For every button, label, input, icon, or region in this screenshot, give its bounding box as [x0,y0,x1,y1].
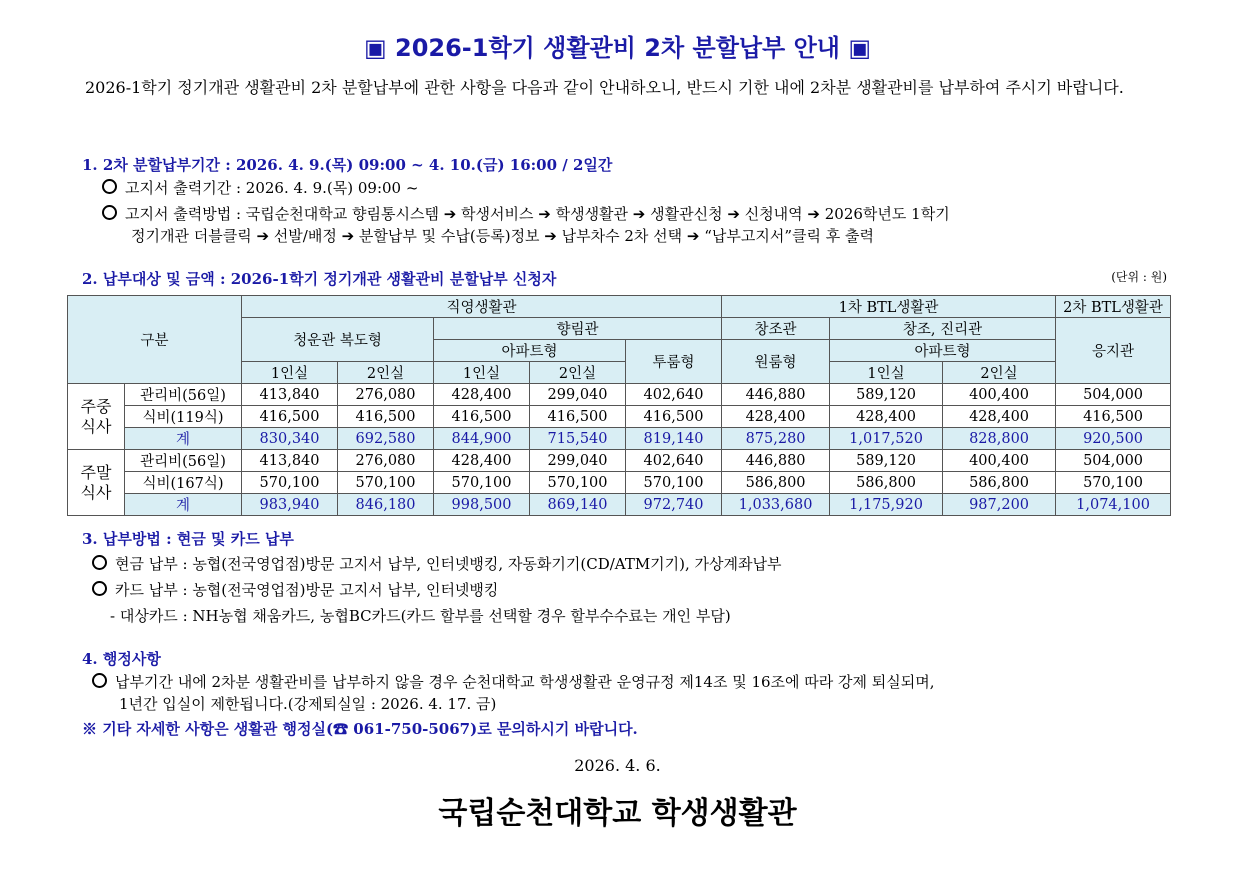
table-cell: 504,000 [1056,450,1171,472]
table-cell: 819,140 [626,428,722,450]
print-method-text-line1: 고지서 출력방법 : 국립순천대학교 향림통시스템 ➔ 학생서비스 ➔ 학생생활관 ➔ 생활관신청 ➔ 신청내역 ➔ 2026학년도 1학기 [125,205,950,223]
table-cell: 504,000 [1056,384,1171,406]
table-cell: 998,500 [434,494,530,516]
contact-note: ※ 기타 자세한 사항은 생활관 행정실(☎ 061-750-5067)로 문의하시기 바랍니다. [82,720,638,738]
table-cell: 983,940 [242,494,338,516]
header-direct: 직영생활관 [242,296,722,318]
page-title: ▣ 2026-1학기 생활관비 2차 분할납부 안내 ▣ [363,34,872,62]
print-period-text: 고지서 출력기간 : 2026. 4. 9.(목) 09:00 ~ [125,179,419,197]
table-cell: 276,080 [338,450,434,472]
table-row-total [68,494,1171,516]
table-cell: 586,800 [722,472,830,494]
table-cell: 570,100 [242,472,338,494]
header-cheongun: 청운관 복도형 [242,318,434,362]
table-cell: 413,840 [242,450,338,472]
table-cell: 570,100 [434,472,530,494]
table-cell: 416,500 [242,406,338,428]
section1-heading: 1. 2차 분할납부기간 : 2026. 4. 9.(목) 09:00 ~ 4. 10.(금) 16:00 / 2일간 [82,156,613,174]
table-row [68,384,1171,406]
table-cell: 875,280 [722,428,830,450]
section3-card [92,580,498,600]
table-cell: 400,400 [943,384,1056,406]
print-method-text-line2: 정기개관 더블클릭 ➔ 선발/배정 ➔ 분할납부 및 수납(등록)정보 ➔ 납부차수 2차 선택 ➔ “납부고지서”클릭 후 출력 [131,227,875,245]
header-changjo-jinri: 창조, 진리관 [830,318,1056,340]
header-apt1: 아파트형 [434,340,626,362]
table-cell: 570,100 [626,472,722,494]
row-label: 관리비(56일) [125,450,242,472]
intro-paragraph: 2026-1학기 정기개관 생활관비 2차 분할납부에 관한 사항을 다음과 같이 안내하오니, 반드시 기한 내에 2차분 생활관비를 납부하여 주시기 바랍니다. [85,78,1124,97]
table-cell: 715,540 [530,428,626,450]
table-cell: 428,400 [722,406,830,428]
header-tworoom: 투룸형 [626,340,722,384]
section3-cash [92,554,782,574]
header-eungji: 응지관 [1056,318,1171,384]
table-cell: 416,500 [626,406,722,428]
table-cell: 400,400 [943,450,1056,472]
table-cell: 416,500 [530,406,626,428]
header-gubun: 구분 [68,296,242,384]
section4-item [92,672,935,692]
organization-name: 국립순천대학교 학생생활관 [438,796,797,831]
cash-payment-text: 현금 납부 : 농협(전국영업점)방문 고지서 납부, 인터넷뱅킹, 자동화기기(CD/ATM기기), 가상계좌납부 [115,555,782,573]
header-2in: 2인실 [530,362,626,384]
table-cell: 402,640 [626,384,722,406]
table-cell: 972,740 [626,494,722,516]
admin-note-line1: 납부기간 내에 2차분 생활관비를 납부하지 않을 경우 순천대학교 학생생활관 운영규정 제14조 및 16조에 따라 강제 퇴실되며, [115,673,935,691]
row-label: 관리비(56일) [125,384,242,406]
table-cell: 589,120 [830,384,943,406]
table-cell: 830,340 [242,428,338,450]
table-cell: 586,800 [830,472,943,494]
row-label: 계 [125,428,242,450]
header-btl2: 2차 BTL생활관 [1056,296,1171,318]
section4-heading: 4. 행정사항 [82,650,161,668]
section3-heading: 3. 납부방법 : 현금 및 카드 납부 [82,530,294,548]
header-2in: 2인실 [943,362,1056,384]
table-cell: 428,400 [943,406,1056,428]
header-1in: 1인실 [830,362,943,384]
section1-item2 [102,204,950,224]
table-cell: 276,080 [338,384,434,406]
table-cell: 416,500 [1056,406,1171,428]
table-cell: 987,200 [943,494,1056,516]
table-cell: 1,033,680 [722,494,830,516]
table-row [68,472,1171,494]
table-cell: 1,175,920 [830,494,943,516]
section1-item1 [102,178,418,198]
eligible-cards-note: - 대상카드 : NH농협 채움카드, 농협BC카드(카드 할부를 선택할 경우 할부수수료는 개인 부담) [110,607,731,625]
table-cell: 869,140 [530,494,626,516]
header-2in: 2인실 [338,362,434,384]
table-row-total [68,428,1171,450]
table-cell: 920,500 [1056,428,1171,450]
notice-date: 2026. 4. 6. [574,756,661,775]
header-1in: 1인실 [434,362,530,384]
table-cell: 1,074,100 [1056,494,1171,516]
header-1in: 1인실 [242,362,338,384]
table-cell: 570,100 [1056,472,1171,494]
table-cell: 428,400 [830,406,943,428]
circle-bullet-icon [92,581,107,596]
table-cell: 428,400 [434,450,530,472]
circle-bullet-icon [92,673,107,688]
admin-note-line2: 1년간 입실이 제한됩니다.(강제퇴실일 : 2026. 4. 17. 금) [119,695,497,713]
fee-table [67,295,1171,516]
header-changjo: 창조관 [722,318,830,340]
table-cell: 416,500 [434,406,530,428]
table-cell: 299,040 [530,450,626,472]
table-cell: 692,580 [338,428,434,450]
table-cell: 589,120 [830,450,943,472]
table-row [68,450,1171,472]
table-cell: 570,100 [530,472,626,494]
table-cell: 846,180 [338,494,434,516]
table-cell: 402,640 [626,450,722,472]
header-apt2: 아파트형 [830,340,1056,362]
header-oneroom: 원룸형 [722,340,830,384]
table-cell: 446,880 [722,450,830,472]
table-cell: 1,017,520 [830,428,943,450]
table-cell: 428,400 [434,384,530,406]
header-hyangrim: 향림관 [434,318,722,340]
row-label: 식비(167식) [125,472,242,494]
table-cell: 570,100 [338,472,434,494]
weekend-group-label: 주말 식사 [68,450,125,516]
table-cell: 586,800 [943,472,1056,494]
table-row [68,406,1171,428]
circle-bullet-icon [102,205,117,220]
section2-heading: 2. 납부대상 및 금액 : 2026-1학기 정기개관 생활관비 분할납부 신청자 [82,270,557,288]
header-btl1: 1차 BTL생활관 [722,296,1056,318]
table-cell: 416,500 [338,406,434,428]
table-cell: 828,800 [943,428,1056,450]
unit-label: (단위 : 원) [1111,270,1167,284]
card-payment-text: 카드 납부 : 농협(전국영업점)방문 고지서 납부, 인터넷뱅킹 [115,581,499,599]
table-cell: 413,840 [242,384,338,406]
row-label: 식비(119식) [125,406,242,428]
table-cell: 299,040 [530,384,626,406]
row-label: 계 [125,494,242,516]
table-cell: 844,900 [434,428,530,450]
circle-bullet-icon [102,179,117,194]
weekday-group-label: 주중 식사 [68,384,125,450]
circle-bullet-icon [92,555,107,570]
table-cell: 446,880 [722,384,830,406]
